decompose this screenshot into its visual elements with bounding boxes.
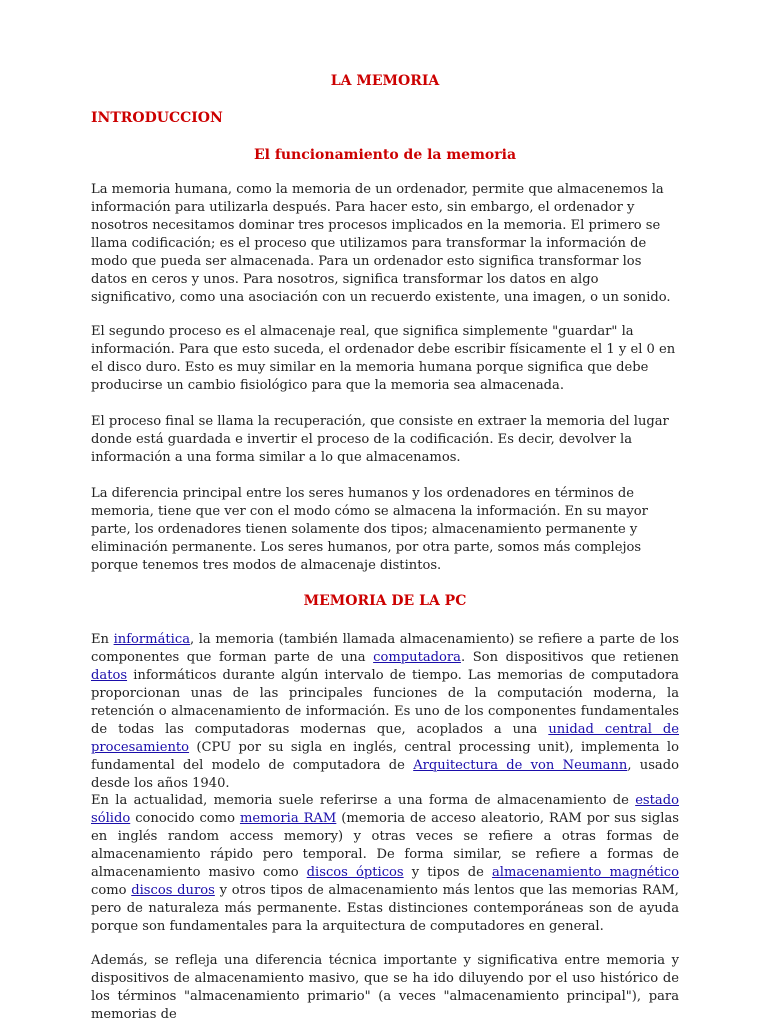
pc-p2-text-2: conocido como xyxy=(130,811,240,826)
document-title: LA MEMORIA xyxy=(330,73,440,89)
link-informatica[interactable]: informática xyxy=(113,632,190,647)
link-discos-duros[interactable]: discos duros xyxy=(131,883,215,898)
pc-p1-text-3: . Son dispositivos que retienen xyxy=(460,650,679,665)
link-datos[interactable]: datos xyxy=(91,668,128,683)
link-discos-opticos[interactable]: discos ópticos xyxy=(306,865,404,880)
pc-p1-text-4: informáticos durante algún intervalo de tiempo. Las memorias de computadora proporcionan unas de las principales funciones de la computación moderna, la retención o almacenamiento de información. Es uno de los componentes fundamentales de todas las computadoras modernas que, acoplados a una xyxy=(91,668,679,737)
link-unidad-central[interactable]: unidad central de procesamiento xyxy=(91,722,680,755)
pc-paragraph-2 xyxy=(91,792,679,936)
pc-p2-text-4: y tipos de xyxy=(403,865,492,880)
intro-paragraph-1: La memoria humana, como la memoria de un ordenador, permite que almacenemos la información para utilizarla después. Para hacer esto, sin embargo, el ordenador y nosotros necesitamos dominar tres procesos implicados en la memoria. El primero se llama codificación; es el proceso que utilizamos para transformar la información de modo que pueda ser almacenada. Para un ordenador esto significa transformar los datos en ceros y unos. Para nosotros, significa transformar los datos en algo significativo, como una asociación con un recuerdo existente, una imagen, o un sonido. xyxy=(91,182,671,305)
pc-p1-text-6: , usado desde los años 1940. xyxy=(91,758,679,791)
pc-memory-heading: MEMORIA DE LA PC xyxy=(303,593,467,609)
pc-p1-text-2: , la memoria (también llamada almacenamiento) se refiere a parte de los componentes que forman parte de una xyxy=(91,632,679,665)
pc-p1-text-1: En xyxy=(91,632,114,647)
pc-paragraph-3: Además, se refleja una diferencia técnica importante y significativa entre memoria y dispositivos de almacenamiento masivo, que se ha ido diluyendo por el uso histórico de los términos "almacenamiento primario" (a veces "almacenamiento principal"), para memorias de xyxy=(91,953,679,1022)
link-arquitectura-von-neumann[interactable]: Arquitectura de von Neumann xyxy=(413,758,628,773)
intro-paragraph-4: La diferencia principal entre los seres humanos y los ordenadores en términos de memoria, tiene que ver con el modo cómo se almacena la información. En su mayor parte, los ordenadores tienen solamente dos tipos; almacenamiento permanente y eliminación permanente. Los seres humanos, por otra parte, somos más complejos porque tenemos tres modos de almacenaje distintos. xyxy=(91,486,648,573)
pc-p2-text-6: y otros tipos de almacenamiento más lentos que las memorias RAM, pero de naturaleza más permanente. Estas distinciones contemporáneas son de ayuda porque son fundamentales para la arquitectura de computadores en general. xyxy=(91,883,679,934)
pc-p2-text-5: como xyxy=(91,883,132,898)
link-estado-solido[interactable]: estado sólido xyxy=(91,793,679,826)
intro-heading: INTRODUCCION xyxy=(91,110,223,126)
pc-p2-text-1: En la actualidad, memoria suele referirse a una forma de almacenamiento de xyxy=(91,793,636,808)
pc-p2-text-3: (memoria de acceso aleatorio, RAM por sus siglas en inglés random access memory) y otras veces se refiere a otras formas de almacenamiento rápido pero temporal. De forma similar, se refiere a formas de almacenamiento masivo como xyxy=(91,811,679,880)
intro-paragraph-3: El proceso final se llama la recuperación, que consiste en extraer la memoria del lugar donde está guardada e invertir el proceso de la codificación. Es decir, devolver la información a una forma similar a lo que almacenamos. xyxy=(91,414,669,465)
link-computadora[interactable]: computadora xyxy=(373,650,461,665)
link-memoria-ram[interactable]: memoria RAM xyxy=(239,811,337,826)
intro-paragraph-2: El segundo proceso es el almacenaje real, que significa simplemente "guardar" la información. Para que esto suceda, el ordenador debe escribir físicamente el 1 y el 0 en el disco duro. Esto es muy similar en la memoria humana porque significa que debe producirse un cambio fisiológico para que la memoria sea almacenada. xyxy=(91,324,676,393)
pc-p1-text-5: (CPU por su sigla en inglés, central processing unit), implementa lo fundamental del modelo de computadora de xyxy=(91,740,679,773)
intro-subheading: El funcionamiento de la memoria xyxy=(253,147,517,163)
link-almacenamiento-magnetico[interactable]: almacenamiento magnético xyxy=(491,865,679,880)
pc-paragraph-1 xyxy=(91,631,679,793)
